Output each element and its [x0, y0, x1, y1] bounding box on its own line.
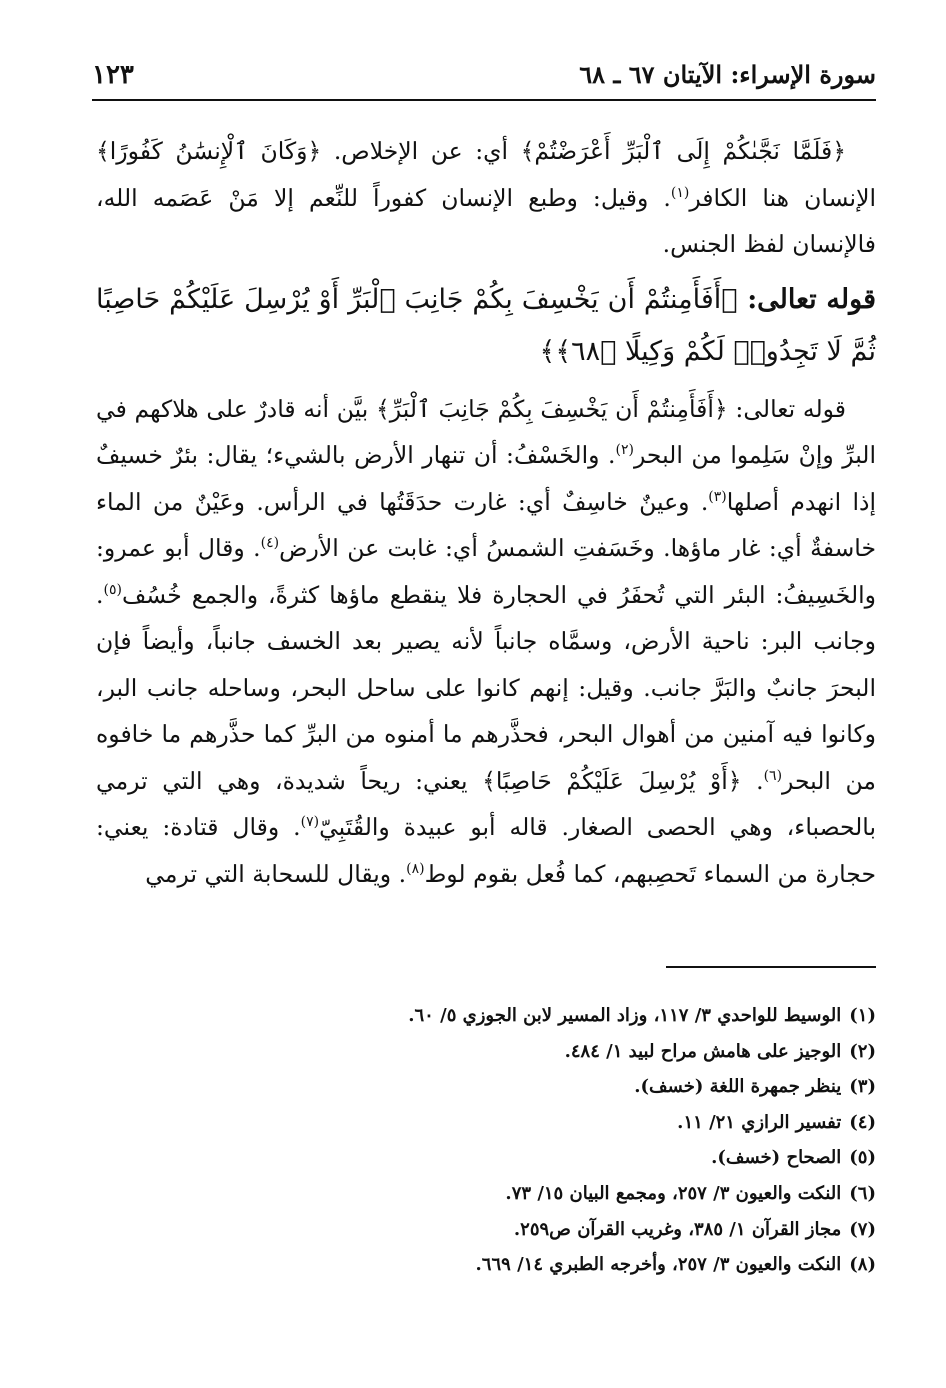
- text-run: . وقال أبو عمرو: والخَسِيفُ: البئر التي تُحفَرُ في الحجارة فلا ينقطع ماؤها كثرةً، والجمع خُسُف: [96, 534, 876, 609]
- quran-quote: ﴿وَكَانَ ٱلْإِنسَٰنُ كَفُورًا﴾: [96, 137, 322, 165]
- text-run: . ويقال للسحابة التي ترمي: [145, 859, 407, 888]
- footnote-text: مجاز القرآن ١/ ٣٨٥، وغريب القرآن ص٢٥٩.: [513, 1218, 842, 1240]
- footnote-number: (٣): [849, 1076, 876, 1098]
- quran-quote: ﴿أَوْ يُرْسِلَ عَلَيْكُمْ حَاصِبًا﴾: [482, 766, 742, 795]
- text-run: بيَّن أنه قادرٌ على هلاكهم في البرِّ وإنْ سَلِموا من البحر: [96, 394, 876, 469]
- text-run: . وقال قتادة: يعني: حجارة من السماء تَحصِبهم، كما فُعل بقوم لوط: [96, 813, 876, 888]
- footnote-item: [96, 1069, 876, 1105]
- page-number: ١٢٣: [92, 60, 134, 90]
- footnote-ref[interactable]: (٢): [615, 442, 634, 459]
- footnote-text: النكت والعيون ٣/ ٢٥٧، ومجمع البيان ١٥/ ٧٣.: [505, 1182, 842, 1204]
- footnote-ref[interactable]: (٧): [300, 814, 320, 831]
- footnote-text: الصحاح (خسف).: [711, 1147, 842, 1169]
- paragraph-1: [96, 128, 876, 268]
- text-run: يعني: ريحاً شديدة، وهي التي ترمي بالحصباء، وهي الحصى الصغار. قاله أبو عبيدة والقُتَبِيّ: [96, 766, 876, 841]
- footnote-number: (٤): [849, 1111, 876, 1133]
- footnote-number: (٥): [849, 1147, 876, 1169]
- footnote-number: (٦): [849, 1182, 876, 1204]
- quran-quote: ﴿أَفَأَمِنتُمْ أَن يَخْسِفَ بِكُمْ جَانِبَ ٱلْبَرِّ﴾: [376, 394, 728, 423]
- footnote-number: (١): [849, 1005, 876, 1026]
- header-divider: [92, 99, 876, 101]
- footnote-item: [96, 1105, 876, 1141]
- footnote-ref[interactable]: (٥): [103, 581, 122, 598]
- footnote-ref[interactable]: (٣): [708, 488, 727, 505]
- footnote-item: [96, 1212, 876, 1248]
- verse-lead: قوله تعالى:: [737, 283, 876, 315]
- verse-heading: [96, 274, 876, 378]
- footnote-item: [96, 998, 876, 1034]
- surah-heading: سورة الإسراء: الآيتان ٦٧ ـ ٦٨: [579, 60, 876, 89]
- footnote-number: (٨): [849, 1254, 876, 1276]
- footnote-number: (٢): [849, 1040, 876, 1062]
- footnote-ref[interactable]: (٤): [260, 535, 280, 552]
- text-run: الإنسان هنا الكافر: [689, 183, 876, 212]
- quran-quote: ﴿فَلَمَّا نَجَّىٰكُمْ إِلَى ٱلْبَرِّ أَعْرَضْتُمْ﴾: [520, 137, 846, 165]
- footnote-ref[interactable]: (٨): [406, 860, 425, 877]
- verse-text: ﴿أَفَأَمِنتُمْ أَن يَخْسِفَ بِكُمْ جَانِبَ ٱلْبَرِّ أَوْ يُرْسِلَ عَلَيْكُمْ حَاصِبًا ثُمَّ لَا تَجِدُوا۟ لَكُمْ وَكِيلًا ﴿٦٨﴾﴾: [96, 283, 876, 367]
- footnote-number: (٧): [849, 1218, 876, 1240]
- main-text: [96, 128, 876, 897]
- footnote-ref[interactable]: (١): [670, 184, 690, 201]
- footnote-text: ينظر جمهرة اللغة (خسف).: [634, 1076, 842, 1098]
- running-header: [92, 58, 876, 98]
- text-run: . والخَسْفُ: أن تنهار الأرض بالشيء؛ يقال: بئرٌ خسيفٌ إذا انهدم أصلها: [96, 441, 876, 516]
- footnote-ref[interactable]: (٦): [763, 767, 783, 784]
- footnote-text: النكت والعيون ٣/ ٢٥٧، وأخرجه الطبري ١٤/ ٦٦٩.: [475, 1254, 842, 1276]
- text-run: . وقيل: وطبع الإنسان كفوراً للنِّعم إلا مَنْ عَصَمه الله، فالإنسان لفظ الجنس.: [96, 183, 876, 258]
- footnote-item: [96, 1140, 876, 1176]
- text-run: .: [741, 766, 764, 795]
- paragraph-2: [96, 386, 876, 898]
- text-run: قوله تعالى:: [727, 394, 846, 423]
- footnotes: [96, 998, 876, 1283]
- footnote-text: الوسيط للواحدي ٣/ ١١٧، وزاد المسير لابن الجوزي ٥/ ٦٠.: [408, 1005, 842, 1026]
- footnote-item: [96, 1176, 876, 1212]
- text-run: أي: عن الإخلاص.: [321, 137, 521, 165]
- footnote-divider: [666, 966, 876, 968]
- footnote-text: الوجيز على هامش مراح لبيد ١/ ٤٨٤.: [564, 1040, 842, 1062]
- footnote-text: تفسير الرازي ٢١/ ١١.: [677, 1111, 842, 1133]
- footnote-item: [96, 1034, 876, 1070]
- text-run: . وعينٌ خاسِفٌ أي: غارت حدَقَتُها في الرأس. وعَيْنٌ من الماء خاسفةٌ أي: غار ماؤها. وخَسَفتِ الشمسُ أي: غابت عن الأرض: [96, 487, 876, 562]
- footnote-item: [96, 1247, 876, 1283]
- text-run: . وجانب البر: ناحية الأرض، وسمَّاه جانباً لأنه يصير بعد الخسف جانباً، وأيضاً فإن البحرَ جانبٌ والبَرَّ جانب. وقيل: إنهم كانوا على ساحل البحر، وساحله جانب البر، وكانوا فيه آمنين من أهوال البحر، فحذَّرهم ما أمنوه من البرِّ كما حذَّرهم ما خافوه من البحر: [96, 580, 876, 795]
